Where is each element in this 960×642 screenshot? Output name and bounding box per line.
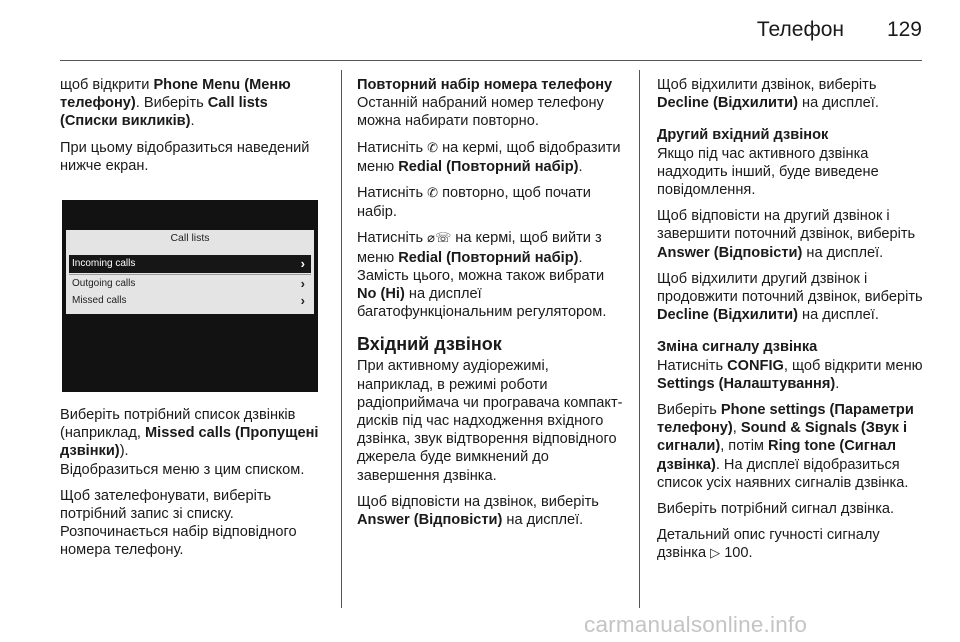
page-title: Телефон bbox=[756, 18, 844, 41]
paragraph: Відобразиться меню з цим списком. bbox=[60, 461, 305, 478]
paragraph: При цьому відобразиться наведений нижче екран. bbox=[60, 139, 310, 174]
page-header bbox=[0, 0, 960, 60]
header-divider bbox=[60, 60, 922, 61]
phone-icon: ✆ bbox=[427, 186, 439, 202]
column-divider-1 bbox=[341, 70, 342, 608]
column-divider-2 bbox=[639, 70, 640, 608]
paragraph: Натисніть ✆ на кермі, щоб відобразити меню Redial (Повторний набір). bbox=[357, 139, 621, 175]
chevron-right-icon: › bbox=[300, 293, 305, 308]
paragraph: Виберіть Phone settings (Параметри телефону), Sound & Signals (Звук і сигнали), потім Ring tone (Сигнал дзвінка). На дисплеї відобразиться список усіх наявних сигналів дзвінка. bbox=[657, 402, 914, 491]
call-lists-panel bbox=[66, 230, 314, 314]
paragraph: Щоб відхилити дзвінок, виберіть Decline (Відхилити) на дисплеї. bbox=[657, 77, 879, 112]
page-number: 129 bbox=[886, 18, 922, 41]
list-item-outgoing-calls[interactable]: Outgoing calls › bbox=[72, 276, 305, 291]
paragraph: Натисніть ⌀☏ на кермі, щоб вийти з меню Redial (Повторний набір). Замість цього, можна також вибрати No (Ні) на дисплеї багатофункціональним регулятором. bbox=[357, 230, 607, 321]
end-call-icon: ⌀☏ bbox=[427, 231, 452, 247]
paragraph: Якщо під час активного дзвінка надходить інший, буде виведене повідомлення. bbox=[657, 145, 879, 199]
paragraph: щоб відкрити Phone Menu (Меню телефону). Виберіть Call lists (Списки викликів). bbox=[60, 77, 291, 130]
column-1 bbox=[60, 76, 328, 183]
paragraph: Виберіть потрібний сигнал дзвінка. bbox=[657, 501, 895, 518]
paragraph: Щоб зателефонувати, виберіть потрібний запис зі списку. bbox=[60, 487, 272, 523]
column-3 bbox=[657, 76, 925, 572]
section-heading-ring-tone: Зміна сигналу дзвінка bbox=[657, 339, 818, 356]
chevron-right-icon: › bbox=[300, 256, 305, 271]
paragraph: Натисніть ✆ повторно, щоб почати набір. bbox=[357, 185, 591, 221]
phone-icon: ✆ bbox=[427, 140, 439, 156]
display-screenshot bbox=[62, 200, 318, 392]
section-heading-incoming-call: Вхідний дзвінок bbox=[357, 334, 502, 355]
section-heading-redial: Повторний набір номера телефону bbox=[357, 77, 613, 93]
paragraph: Останній набраний номер телефону можна набирати повторно. bbox=[357, 95, 604, 130]
list-item-missed-calls[interactable]: Missed calls › bbox=[72, 293, 305, 308]
list-item-incoming-calls[interactable]: Incoming calls › bbox=[69, 255, 311, 273]
paragraph: Виберіть потрібний список дзвінків (наприклад, Missed calls (Пропущені дзвінки)). bbox=[60, 407, 319, 460]
screen-title: Call lists bbox=[170, 232, 210, 244]
paragraph: Детальний опис гучності сигналу дзвінка ▷ 100. bbox=[657, 527, 880, 562]
section-heading-second-call: Другий вхідний дзвінок bbox=[657, 127, 829, 144]
paragraph: Щоб відповісти на дзвінок, виберіть Answer (Відповісти) на дисплеї. bbox=[357, 493, 599, 529]
paragraph: Натисніть CONFIG, щоб відкрити меню Settings (Налаштування). bbox=[657, 357, 923, 392]
paragraph: При активному аудіорежимі, наприклад, в режимі роботи радіоприймача чи програвача компакт-дисків під час надходження вхідного дзвінка, звук відтворення відповідного джерела буде вимкнений до завершення дзвінка. bbox=[357, 358, 623, 484]
watermark: carmanualsonline.info bbox=[584, 612, 808, 637]
column-2 bbox=[357, 76, 627, 537]
reference-arrow-icon: ▷ bbox=[710, 546, 721, 562]
paragraph: Щоб відповісти на другий дзвінок і завершити поточний дзвінок, виберіть Answer (Відповісти) на дисплеї. bbox=[657, 208, 916, 261]
paragraph: Щоб відхилити другий дзвінок і продовжити поточний дзвінок, виберіть Decline (Відхилити) на дисплеї. bbox=[657, 270, 923, 324]
chevron-right-icon: › bbox=[300, 276, 305, 291]
paragraph: Розпочинається набір відповідного номера телефону. bbox=[60, 524, 297, 559]
column-1-lower bbox=[60, 406, 332, 568]
